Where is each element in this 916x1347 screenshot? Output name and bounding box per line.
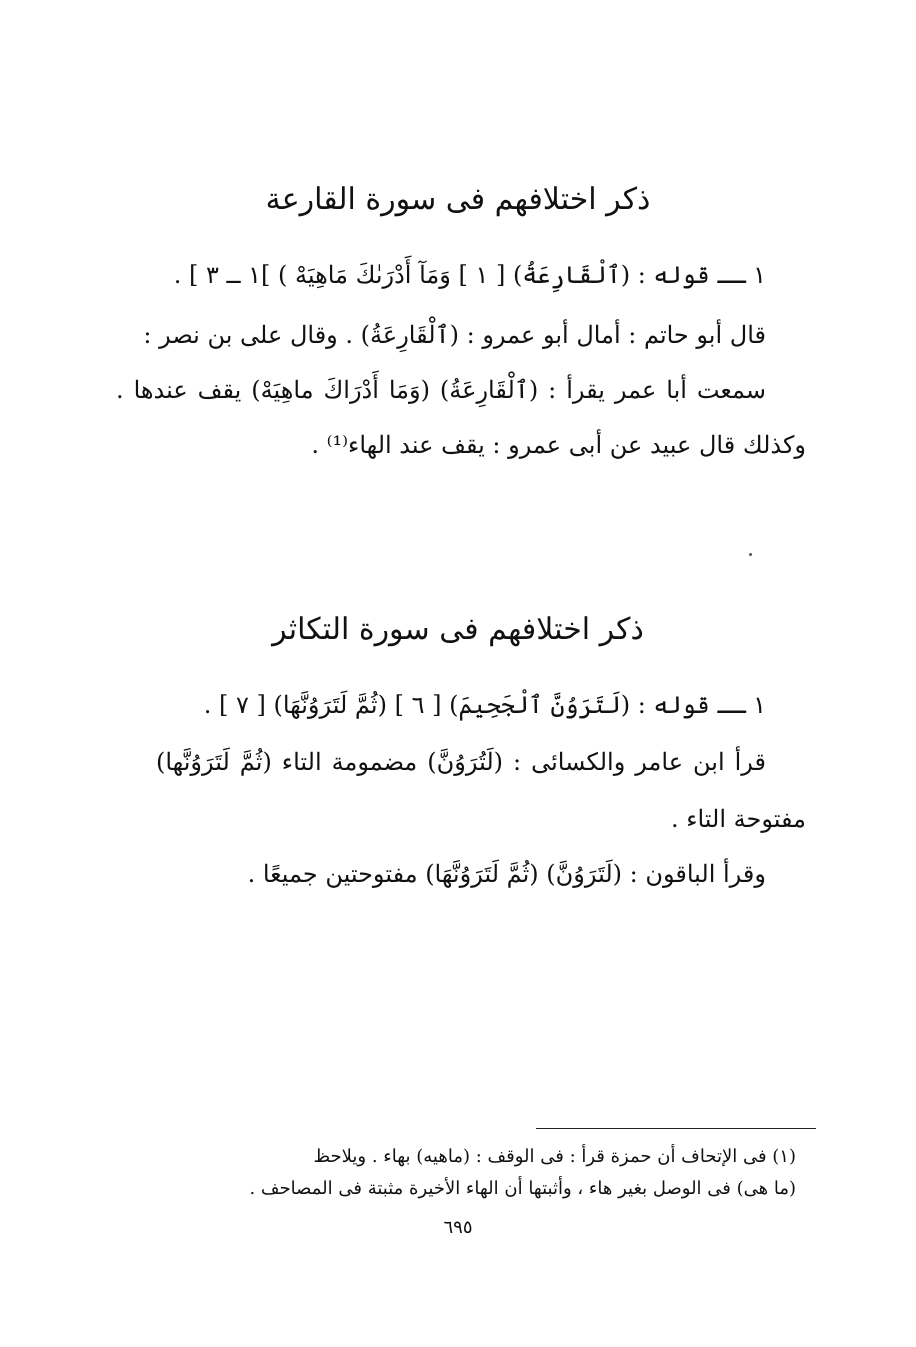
page-number: ٦٩٥: [443, 1217, 473, 1238]
paragraph-line: سمعت أبا عمر يقرأ : (ٱلْقَارِعَةُ) (وَمَا أَدْرَاكَ ماهِيَهْ) يقف عندها .: [116, 376, 766, 404]
paragraph-line: مفتوحة التاء .: [670, 805, 806, 833]
verse-reference-line: ١ ــ قوله : (لَتَرَوُنَّ ٱلْجَحِيمَ) [ ٦ ] (ثُمَّ لَتَرَوُنَّهَا) [ ٧ ] .: [203, 691, 766, 719]
verse-reference-line: ١ ــ قوله : (ٱلْقَارِعَةُ) [ ١ ] وَمَآ أَدْرَىٰكَ مَاهِيَهْ ) ]١ ــ ٣ ] .: [173, 261, 766, 289]
section-heading-qariah: ذكر اختلافهم فى سورة القارعة: [265, 182, 651, 217]
page-speck: [749, 553, 752, 556]
section-heading-takathur: ذكر اختلافهم فى سورة التكاثر: [272, 612, 644, 647]
footnote-line: (١) فى الإتحاف أن حمزة قرأ : فى الوقف : (ماهيه) بهاء . ويلاحظ: [313, 1146, 796, 1167]
footnote-line: (ما هى) فى الوصل بغير هاء ، وأثبتها أن الهاء الأخيرة مثبتة فى المصاحف .: [249, 1178, 796, 1199]
paragraph-line: قال أبو حاتم : أمال أبو عمرو : (ٱلْقَارِعَةُ) . وقال على بن نصر :: [143, 321, 766, 349]
paragraph-line: وكذلك قال عبيد عن أبى عمرو : يقف عند الهاء⁽¹⁾ .: [311, 431, 806, 459]
paragraph-line: قرأ ابن عامر والكسائى : (لَتُرَوُنَّ) مضمومة التاء (ثُمَّ لَتَرَوُنَّها): [156, 748, 766, 776]
paragraph-line: وقرأ الباقون : (لَتَرَوُنَّ) (ثُمَّ لَتَرَوُنَّهَا) مفتوحتين جميعًا .: [247, 860, 766, 888]
footnote-divider: [536, 1128, 816, 1129]
